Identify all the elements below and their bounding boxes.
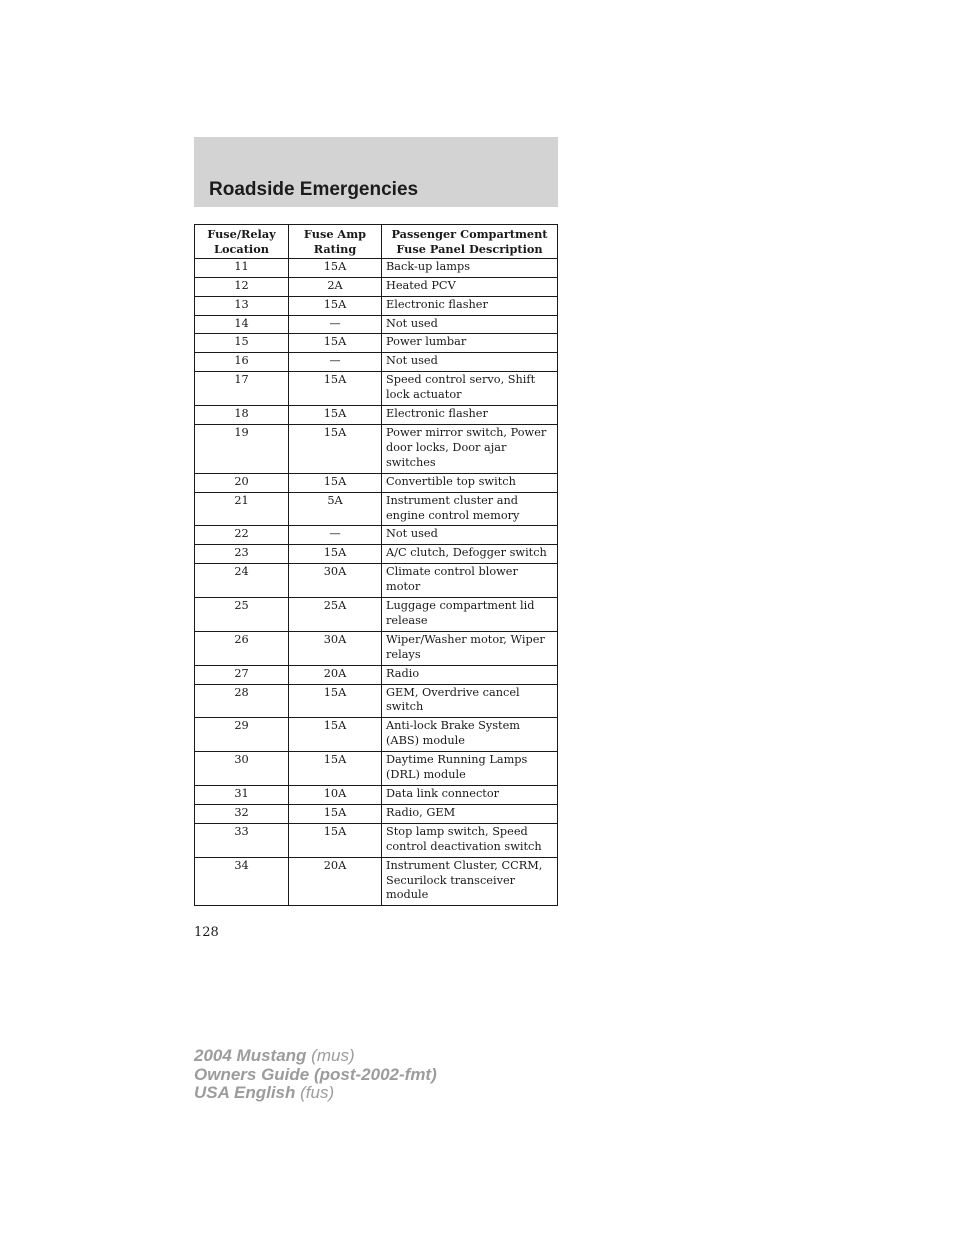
cell-location: 30 <box>195 752 289 786</box>
cell-amp-rating: 15A <box>289 372 382 406</box>
table-row <box>195 718 558 752</box>
cell-location: 25 <box>195 598 289 632</box>
cell-amp-rating: 20A <box>289 665 382 684</box>
cell-description: Radio <box>382 665 558 684</box>
table-row <box>195 564 558 598</box>
table-row <box>195 424 558 473</box>
cell-amp-rating: 15A <box>289 823 382 857</box>
table-row <box>195 277 558 296</box>
section-title: Roadside Emergencies <box>209 179 419 200</box>
table-row <box>195 372 558 406</box>
cell-location: 33 <box>195 823 289 857</box>
cell-amp-rating: 15A <box>289 684 382 718</box>
footer-model-code: (mus) <box>311 1046 355 1065</box>
cell-amp-rating: 30A <box>289 564 382 598</box>
cell-amp-rating: 15A <box>289 258 382 277</box>
cell-location: 34 <box>195 857 289 906</box>
cell-location: 11 <box>195 258 289 277</box>
cell-amp-rating: 15A <box>289 334 382 353</box>
cell-amp-rating: 25A <box>289 598 382 632</box>
table-row <box>195 315 558 334</box>
cell-description: Anti-lock Brake System (ABS) module <box>382 718 558 752</box>
table-row <box>195 258 558 277</box>
table-row <box>195 823 558 857</box>
fuse-table <box>194 224 558 906</box>
table-row <box>195 804 558 823</box>
table-row <box>195 296 558 315</box>
cell-description: Radio, GEM <box>382 804 558 823</box>
section-header-band <box>194 137 558 207</box>
footer-language: USA English <box>194 1083 296 1102</box>
cell-location: 29 <box>195 718 289 752</box>
cell-amp-rating: 15A <box>289 406 382 425</box>
cell-description: Not used <box>382 353 558 372</box>
cell-description: Climate control blower motor <box>382 564 558 598</box>
cell-amp-rating: 5A <box>289 492 382 526</box>
cell-description: Power lumbar <box>382 334 558 353</box>
cell-description: Convertible top switch <box>382 473 558 492</box>
table-row <box>195 752 558 786</box>
cell-location: 24 <box>195 564 289 598</box>
footer-line-3 <box>194 1084 437 1103</box>
table-row <box>195 406 558 425</box>
table-row <box>195 473 558 492</box>
cell-location: 26 <box>195 631 289 665</box>
cell-location: 13 <box>195 296 289 315</box>
cell-amp-rating: 30A <box>289 631 382 665</box>
cell-description: Instrument Cluster, CCRM, Securilock transceiver module <box>382 857 558 906</box>
cell-description: Wiper/Washer motor, Wiper relays <box>382 631 558 665</box>
header-location: Fuse/Relay Location <box>195 225 289 259</box>
table-row <box>195 545 558 564</box>
cell-amp-rating: 10A <box>289 786 382 805</box>
cell-description: Heated PCV <box>382 277 558 296</box>
footer-guide: Owners Guide (post-2002-fmt) <box>194 1064 437 1084</box>
table-row <box>195 665 558 684</box>
cell-location: 18 <box>195 406 289 425</box>
cell-description: Not used <box>382 526 558 545</box>
header-amp-rating: Fuse Amp Rating <box>289 225 382 259</box>
cell-location: 14 <box>195 315 289 334</box>
table-row <box>195 684 558 718</box>
cell-amp-rating: 15A <box>289 424 382 473</box>
cell-location: 19 <box>195 424 289 473</box>
cell-description: Data link connector <box>382 786 558 805</box>
cell-location: 22 <box>195 526 289 545</box>
table-row <box>195 353 558 372</box>
cell-location: 31 <box>195 786 289 805</box>
page-number: 128 <box>194 925 219 940</box>
cell-location: 21 <box>195 492 289 526</box>
cell-amp-rating: 15A <box>289 804 382 823</box>
cell-location: 23 <box>195 545 289 564</box>
table-row <box>195 786 558 805</box>
cell-location: 17 <box>195 372 289 406</box>
cell-amp-rating: 2A <box>289 277 382 296</box>
cell-description: Instrument cluster and engine control memory <box>382 492 558 526</box>
fuse-table-body <box>195 258 558 906</box>
cell-description: Back-up lamps <box>382 258 558 277</box>
cell-amp-rating: 15A <box>289 718 382 752</box>
cell-description: Not used <box>382 315 558 334</box>
cell-amp-rating: 15A <box>289 545 382 564</box>
table-row <box>195 631 558 665</box>
footer-model: 2004 Mustang <box>194 1046 307 1065</box>
footer-language-code: (fus) <box>300 1083 335 1102</box>
table-row <box>195 598 558 632</box>
cell-location: 15 <box>195 334 289 353</box>
cell-description: Electronic flasher <box>382 296 558 315</box>
table-row <box>195 492 558 526</box>
table-row <box>195 334 558 353</box>
cell-description: A/C clutch, Defogger switch <box>382 545 558 564</box>
cell-description: Daytime Running Lamps (DRL) module <box>382 752 558 786</box>
table-row <box>195 526 558 545</box>
cell-location: 28 <box>195 684 289 718</box>
cell-description: Electronic flasher <box>382 406 558 425</box>
document-footer <box>194 1047 437 1103</box>
cell-amp-rating: — <box>289 315 382 334</box>
cell-description: Luggage compartment lid release <box>382 598 558 632</box>
header-description: Passenger Compartment Fuse Panel Description <box>382 225 558 259</box>
cell-description: Power mirror switch, Power door locks, Door ajar switches <box>382 424 558 473</box>
cell-location: 12 <box>195 277 289 296</box>
cell-location: 16 <box>195 353 289 372</box>
footer-line-1 <box>194 1047 437 1066</box>
table-row <box>195 857 558 906</box>
cell-description: Stop lamp switch, Speed control deactivation switch <box>382 823 558 857</box>
cell-amp-rating: — <box>289 353 382 372</box>
cell-location: 27 <box>195 665 289 684</box>
cell-amp-rating: 15A <box>289 296 382 315</box>
cell-amp-rating: 15A <box>289 752 382 786</box>
table-header-row <box>195 225 558 259</box>
cell-location: 20 <box>195 473 289 492</box>
cell-description: GEM, Overdrive cancel switch <box>382 684 558 718</box>
cell-amp-rating: 15A <box>289 473 382 492</box>
cell-location: 32 <box>195 804 289 823</box>
footer-line-2 <box>194 1066 437 1085</box>
cell-description: Speed control servo, Shift lock actuator <box>382 372 558 406</box>
cell-amp-rating: — <box>289 526 382 545</box>
cell-amp-rating: 20A <box>289 857 382 906</box>
